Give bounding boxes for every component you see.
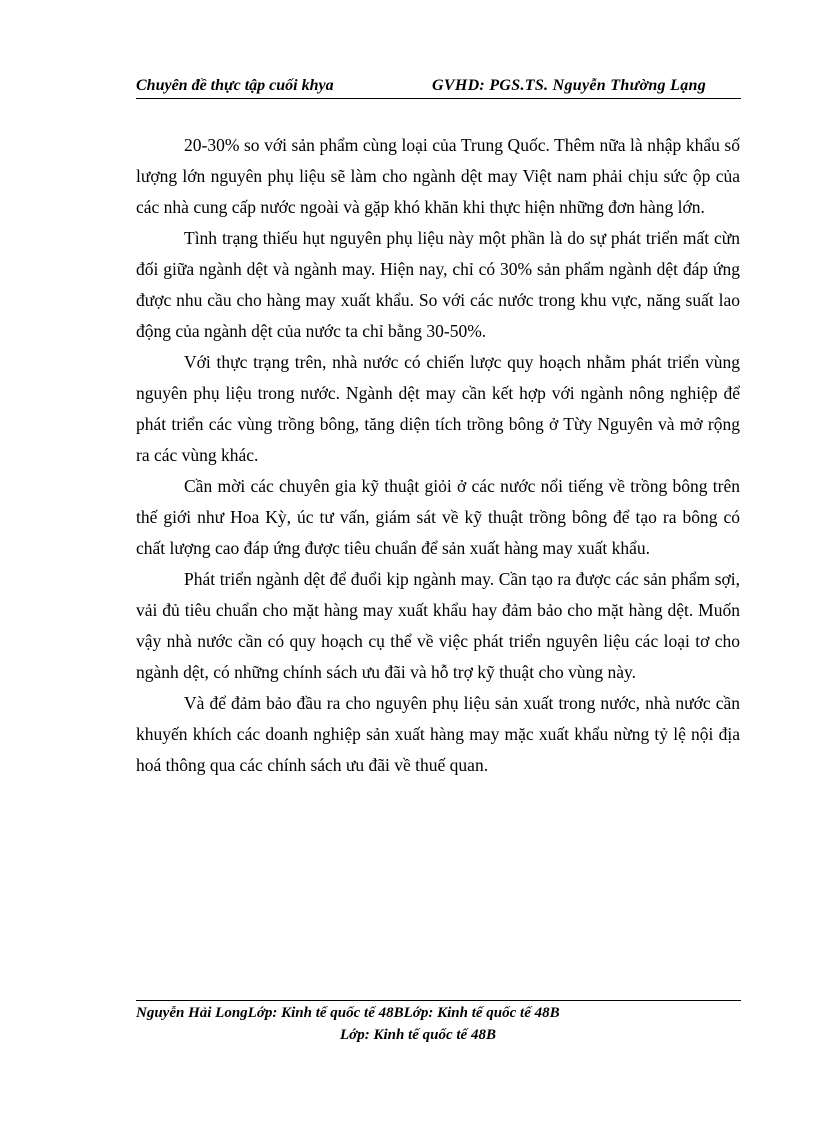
paragraph: Với thực trạng trên, nhà nước có chiến lược quy hoạch nhằm phát triển vùng nguyên phụ liệu trong nước. Ngành dệt may cần kết hợp với ngành nông nghiệp để phát triển các vùng trồng bông, tăng diện tích trồng bông ở Từy Nguyên và mở rộng ra các vùng khác.: [136, 352, 740, 465]
paragraph: Cần mời các chuyên gia kỹ thuật giỏi ở các nước nổi tiếng về trồng bông trên thế giới như Hoa Kỳ, úc tư vấn, giám sát về kỹ thuật trồng bông để tạo ra bông có chất lượng cao đáp ứng được tiêu chuẩn để sản xuất hàng may xuất khẩu.: [136, 476, 740, 558]
paragraph: Và để đảm bảo đầu ra cho nguyên phụ liệu sản xuất trong nước, nhà nước cần khuyến khích các doanh nghiệp sản xuất hàng may mặc xuất khẩu nừng tỷ lệ nội địa hoá thông qua các chính sách ưu đãi về thuế quan.: [136, 693, 740, 775]
paragraph: Phát triển ngành dệt để đuổi kịp ngành may. Cần tạo ra được các sản phẩm sợi, vải đủ tiêu chuẩn cho mặt hàng may xuất khẩu hay đảm bảo cho mặt hàng dệt. Muốn vậy nhà nước cần có quy hoạch cụ thể về việc phát triển nguyên liệu các loại tơ cho ngành dệt, có những chính sách ưu đãi và hỗ trợ kỹ thuật cho vùng này.: [136, 569, 740, 682]
paragraph: Tình trạng thiếu hụt nguyên phụ liệu này một phần là do sự phát triển mất cừn đối giữa ngành dệt và ngành may. Hiện nay, chỉ có 30% sản phẩm ngành dệt đáp ứng được nhu cầu cho hàng may xuất khẩu. So với các nước trong khu vực, năng suất lao động của ngành dệt của nước ta chỉ bằng 30-50%.: [136, 228, 740, 341]
page-footer: [136, 1002, 741, 1046]
page-header: [136, 76, 741, 99]
header-document-title: Chuyên đề thực tập cuối khya: [136, 77, 334, 94]
document-body: [136, 130, 740, 781]
footer-class: Lớp: Kinh tế quốc tế 48B: [340, 1027, 496, 1043]
footer-divider: [136, 1000, 741, 1001]
footer-author-class: Nguyễn Hải LongLớp: Kinh tế quốc tế 48BLớp: Kinh tế quốc tế 48B: [136, 1005, 560, 1021]
paragraph: 20-30% so với sản phẩm cùng loại của Trung Quốc. Thêm nữa là nhập khẩu số lượng lớn nguyên phụ liệu sẽ làm cho ngành dệt may Việt nam phải chịu sức ộp của các nhà cung cấp nước ngoài và gặp khó khăn khi thực hiện những đơn hàng lớn.: [136, 135, 740, 217]
header-supervisor: GVHD: PGS.TS. Nguyễn Thường Lạng: [432, 77, 707, 94]
